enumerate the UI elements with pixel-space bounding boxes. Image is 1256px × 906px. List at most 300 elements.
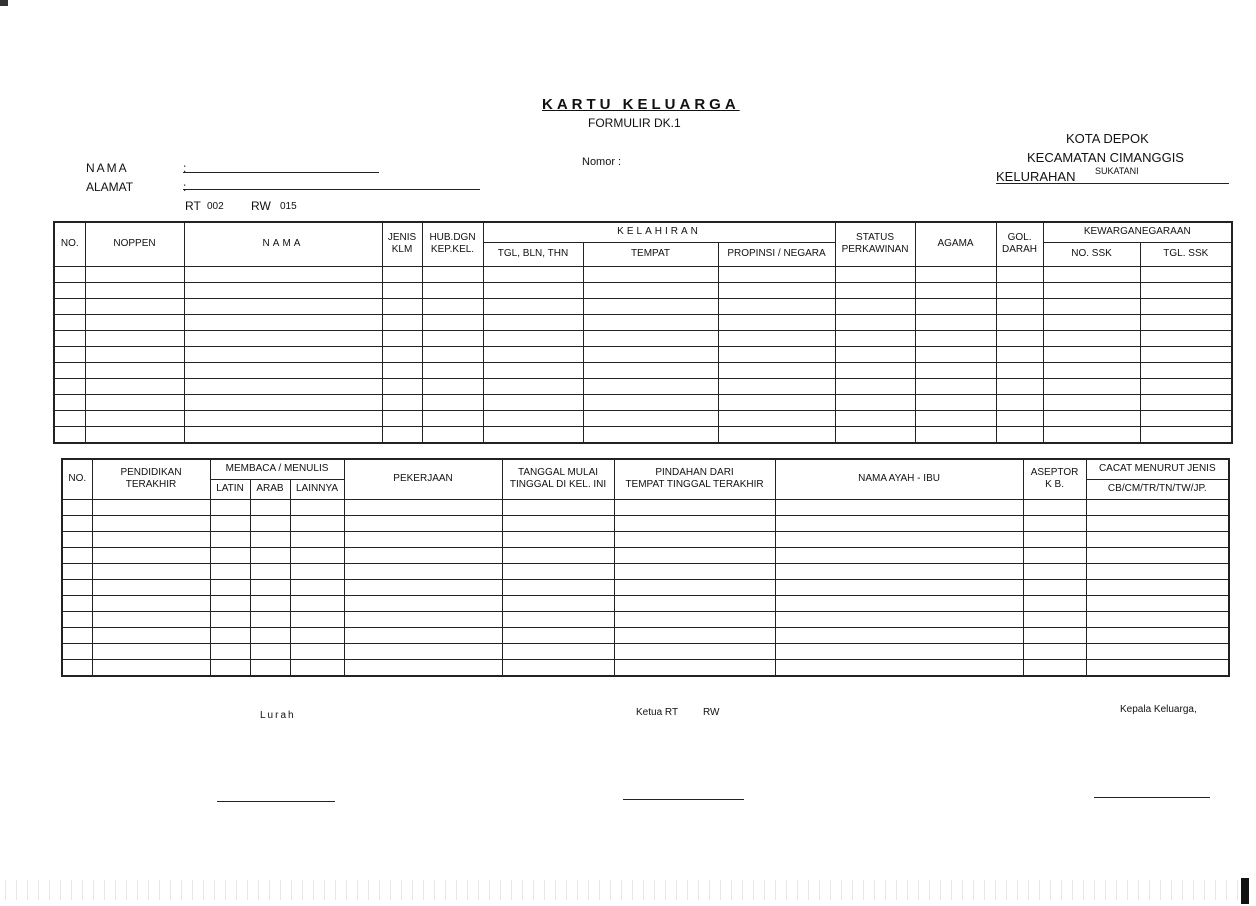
table-cell[interactable] bbox=[1140, 410, 1232, 426]
table-row bbox=[62, 563, 1229, 579]
table-cell[interactable] bbox=[583, 426, 718, 443]
table-cell[interactable] bbox=[1086, 515, 1229, 531]
table-cell[interactable] bbox=[1023, 579, 1086, 595]
table-cell[interactable] bbox=[382, 266, 422, 282]
table-cell[interactable] bbox=[344, 579, 502, 595]
table-row bbox=[54, 346, 1232, 362]
table-cell[interactable] bbox=[483, 314, 583, 330]
table-cell[interactable] bbox=[92, 643, 210, 659]
table-cell[interactable] bbox=[915, 362, 996, 378]
table-cell[interactable] bbox=[210, 499, 250, 515]
table-cell[interactable] bbox=[92, 499, 210, 515]
table-cell[interactable] bbox=[92, 595, 210, 611]
table-cell[interactable] bbox=[915, 266, 996, 282]
table-cell[interactable] bbox=[250, 547, 290, 563]
table-cell[interactable] bbox=[502, 643, 614, 659]
table-cell[interactable] bbox=[344, 643, 502, 659]
table-cell[interactable] bbox=[85, 282, 184, 298]
table-cell[interactable] bbox=[1086, 547, 1229, 563]
table-cell[interactable] bbox=[1023, 643, 1086, 659]
table-cell[interactable] bbox=[1023, 515, 1086, 531]
table-cell[interactable] bbox=[583, 362, 718, 378]
table-cell[interactable] bbox=[92, 627, 210, 643]
table-cell[interactable] bbox=[835, 362, 915, 378]
table-cell[interactable] bbox=[502, 659, 614, 676]
table-cell[interactable] bbox=[483, 394, 583, 410]
table-cell[interactable] bbox=[483, 298, 583, 314]
table-cell[interactable] bbox=[85, 378, 184, 394]
table-cell[interactable] bbox=[775, 547, 1023, 563]
table-cell[interactable] bbox=[54, 426, 85, 443]
table-cell[interactable] bbox=[718, 314, 835, 330]
table-cell[interactable] bbox=[835, 266, 915, 282]
table-cell[interactable] bbox=[210, 531, 250, 547]
table-cell[interactable] bbox=[614, 515, 775, 531]
table-cell[interactable] bbox=[85, 330, 184, 346]
table-cell[interactable] bbox=[54, 410, 85, 426]
table-cell[interactable] bbox=[422, 410, 483, 426]
table-cell[interactable] bbox=[1043, 314, 1140, 330]
table-cell[interactable] bbox=[1140, 378, 1232, 394]
table-row bbox=[54, 298, 1232, 314]
table-cell[interactable] bbox=[483, 282, 583, 298]
table-cell[interactable] bbox=[382, 298, 422, 314]
table-cell[interactable] bbox=[835, 282, 915, 298]
table-cell[interactable] bbox=[996, 378, 1043, 394]
family-members-table bbox=[53, 221, 1233, 444]
table-cell[interactable] bbox=[290, 643, 344, 659]
table-cell[interactable] bbox=[62, 531, 92, 547]
table-cell[interactable] bbox=[54, 394, 85, 410]
table-cell[interactable] bbox=[583, 378, 718, 394]
table-cell[interactable] bbox=[775, 563, 1023, 579]
kelurahan-line bbox=[996, 183, 1229, 184]
col-kewarganegaraan: KEWARGANEGARAAN bbox=[1043, 222, 1232, 242]
table-cell[interactable] bbox=[210, 579, 250, 595]
table-cell[interactable] bbox=[250, 531, 290, 547]
table-cell[interactable] bbox=[382, 282, 422, 298]
table-cell[interactable] bbox=[502, 531, 614, 547]
table-cell[interactable] bbox=[614, 499, 775, 515]
table-cell[interactable] bbox=[62, 547, 92, 563]
table-cell[interactable] bbox=[1023, 563, 1086, 579]
table-cell[interactable] bbox=[422, 282, 483, 298]
table-cell[interactable] bbox=[483, 330, 583, 346]
col2-pindahan bbox=[614, 459, 775, 499]
table-cell[interactable] bbox=[996, 282, 1043, 298]
table-cell[interactable] bbox=[502, 547, 614, 563]
table-cell[interactable] bbox=[184, 394, 382, 410]
table-cell[interactable] bbox=[614, 547, 775, 563]
table-cell[interactable] bbox=[915, 394, 996, 410]
table-cell[interactable] bbox=[915, 314, 996, 330]
table-cell[interactable] bbox=[210, 595, 250, 611]
table-cell[interactable] bbox=[85, 266, 184, 282]
table-cell[interactable] bbox=[1023, 659, 1086, 676]
table-cell[interactable] bbox=[1086, 563, 1229, 579]
table-cell[interactable] bbox=[502, 579, 614, 595]
table-cell[interactable] bbox=[775, 643, 1023, 659]
table-cell[interactable] bbox=[483, 362, 583, 378]
table-cell[interactable] bbox=[1023, 595, 1086, 611]
table-cell[interactable] bbox=[718, 362, 835, 378]
table-cell[interactable] bbox=[915, 346, 996, 362]
table-cell[interactable] bbox=[54, 362, 85, 378]
table-cell[interactable] bbox=[382, 362, 422, 378]
table-cell[interactable] bbox=[54, 266, 85, 282]
table-cell[interactable] bbox=[62, 579, 92, 595]
table-cell[interactable] bbox=[1086, 611, 1229, 627]
table-cell[interactable] bbox=[915, 298, 996, 314]
table-cell[interactable] bbox=[583, 282, 718, 298]
table-cell[interactable] bbox=[62, 659, 92, 676]
table-cell[interactable] bbox=[344, 659, 502, 676]
table-cell[interactable] bbox=[1140, 346, 1232, 362]
table-cell[interactable] bbox=[583, 394, 718, 410]
table-cell[interactable] bbox=[1086, 627, 1229, 643]
table-cell[interactable] bbox=[1043, 362, 1140, 378]
table-cell[interactable] bbox=[92, 611, 210, 627]
table-cell[interactable] bbox=[502, 595, 614, 611]
table-cell[interactable] bbox=[210, 547, 250, 563]
table-cell[interactable] bbox=[1043, 282, 1140, 298]
table-cell[interactable] bbox=[483, 426, 583, 443]
table-cell[interactable] bbox=[1140, 266, 1232, 282]
table-cell[interactable] bbox=[1086, 579, 1229, 595]
table-cell[interactable] bbox=[1140, 394, 1232, 410]
table-cell[interactable] bbox=[775, 531, 1023, 547]
table-cell[interactable] bbox=[483, 410, 583, 426]
table-cell[interactable] bbox=[1086, 595, 1229, 611]
table-cell[interactable] bbox=[583, 298, 718, 314]
table-cell[interactable] bbox=[1140, 426, 1232, 443]
table-cell[interactable] bbox=[915, 426, 996, 443]
table-cell[interactable] bbox=[422, 266, 483, 282]
table-cell[interactable] bbox=[915, 330, 996, 346]
table-cell[interactable] bbox=[483, 266, 583, 282]
table-row bbox=[54, 314, 1232, 330]
table-cell[interactable] bbox=[344, 563, 502, 579]
col-gol-line1: GOL. bbox=[1007, 232, 1032, 244]
table-cell[interactable] bbox=[483, 346, 583, 362]
table-row bbox=[62, 515, 1229, 531]
table-cell[interactable] bbox=[344, 611, 502, 627]
col2-pendidikan bbox=[92, 459, 210, 499]
table-cell[interactable] bbox=[85, 426, 184, 443]
table-row bbox=[62, 643, 1229, 659]
col2-aseptor-line2: K B. bbox=[1045, 479, 1064, 491]
table-cell[interactable] bbox=[54, 282, 85, 298]
table-cell[interactable] bbox=[290, 595, 344, 611]
table-cell[interactable] bbox=[718, 298, 835, 314]
kecamatan-label: KECAMATAN CIMANGGIS bbox=[1027, 150, 1184, 165]
table-cell[interactable] bbox=[290, 659, 344, 676]
table-cell[interactable] bbox=[250, 611, 290, 627]
table-cell[interactable] bbox=[344, 547, 502, 563]
table-cell[interactable] bbox=[382, 394, 422, 410]
table-cell[interactable] bbox=[382, 426, 422, 443]
table-cell[interactable] bbox=[583, 330, 718, 346]
table-cell[interactable] bbox=[290, 499, 344, 515]
table-cell[interactable] bbox=[54, 298, 85, 314]
table-cell[interactable] bbox=[62, 563, 92, 579]
table-cell[interactable] bbox=[583, 346, 718, 362]
col-tgl-lahir: TGL, BLN, THN bbox=[483, 242, 583, 266]
table-cell[interactable] bbox=[502, 611, 614, 627]
table-cell[interactable] bbox=[290, 547, 344, 563]
table-cell[interactable] bbox=[184, 410, 382, 426]
table-cell[interactable] bbox=[1023, 611, 1086, 627]
table-cell[interactable] bbox=[1140, 330, 1232, 346]
col-tempat-lahir: TEMPAT bbox=[583, 242, 718, 266]
member-details-table bbox=[61, 458, 1230, 677]
table-cell[interactable] bbox=[1023, 547, 1086, 563]
table-cell[interactable] bbox=[85, 314, 184, 330]
table-cell[interactable] bbox=[184, 362, 382, 378]
table-cell[interactable] bbox=[1043, 298, 1140, 314]
table-cell[interactable] bbox=[502, 563, 614, 579]
table-cell[interactable] bbox=[210, 643, 250, 659]
kepala-keluarga-signature-line[interactable] bbox=[1094, 797, 1210, 798]
table-cell[interactable] bbox=[718, 410, 835, 426]
table-cell[interactable] bbox=[422, 346, 483, 362]
table-cell[interactable] bbox=[718, 378, 835, 394]
table-cell[interactable] bbox=[92, 547, 210, 563]
table-cell[interactable] bbox=[382, 314, 422, 330]
table-cell[interactable] bbox=[54, 378, 85, 394]
scan-noise-strip bbox=[0, 880, 1240, 900]
table-cell[interactable] bbox=[184, 330, 382, 346]
table-cell[interactable] bbox=[614, 659, 775, 676]
table-cell[interactable] bbox=[583, 410, 718, 426]
table-cell[interactable] bbox=[996, 410, 1043, 426]
table-cell[interactable] bbox=[54, 346, 85, 362]
table-cell[interactable] bbox=[775, 515, 1023, 531]
col2-arab: ARAB bbox=[250, 479, 290, 499]
table-cell[interactable] bbox=[775, 579, 1023, 595]
table-cell[interactable] bbox=[62, 611, 92, 627]
table-cell[interactable] bbox=[1086, 531, 1229, 547]
table-cell[interactable] bbox=[250, 515, 290, 531]
table-cell[interactable] bbox=[344, 595, 502, 611]
table-cell[interactable] bbox=[422, 362, 483, 378]
table-cell[interactable] bbox=[344, 531, 502, 547]
table-cell[interactable] bbox=[85, 346, 184, 362]
table-cell[interactable] bbox=[835, 330, 915, 346]
table-cell[interactable] bbox=[184, 266, 382, 282]
table-cell[interactable] bbox=[92, 563, 210, 579]
table-cell[interactable] bbox=[1043, 394, 1140, 410]
lurah-signature-line[interactable] bbox=[217, 801, 335, 802]
table-cell[interactable] bbox=[344, 515, 502, 531]
table-cell[interactable] bbox=[915, 378, 996, 394]
table-cell[interactable] bbox=[614, 611, 775, 627]
table-cell[interactable] bbox=[92, 659, 210, 676]
table-cell[interactable] bbox=[996, 362, 1043, 378]
table-cell[interactable] bbox=[775, 611, 1023, 627]
kelurahan-value: SUKATANI bbox=[1095, 166, 1139, 176]
table-cell[interactable] bbox=[1086, 659, 1229, 676]
col-hub-line1: HUB.DGN bbox=[429, 232, 476, 244]
table-cell[interactable] bbox=[915, 410, 996, 426]
table-cell[interactable] bbox=[250, 499, 290, 515]
table-cell[interactable] bbox=[422, 298, 483, 314]
table-cell[interactable] bbox=[184, 282, 382, 298]
table-cell[interactable] bbox=[62, 595, 92, 611]
table-cell[interactable] bbox=[210, 659, 250, 676]
table-cell[interactable] bbox=[85, 362, 184, 378]
table-cell[interactable] bbox=[382, 330, 422, 346]
table-cell[interactable] bbox=[614, 531, 775, 547]
table-cell[interactable] bbox=[250, 643, 290, 659]
table-cell[interactable] bbox=[1023, 627, 1086, 643]
table-cell[interactable] bbox=[184, 378, 382, 394]
table-cell[interactable] bbox=[835, 378, 915, 394]
table-cell[interactable] bbox=[775, 659, 1023, 676]
table-cell[interactable] bbox=[184, 426, 382, 443]
table-cell[interactable] bbox=[210, 515, 250, 531]
table-cell[interactable] bbox=[502, 499, 614, 515]
scan-edge-mark bbox=[1241, 878, 1249, 904]
table-cell[interactable] bbox=[250, 595, 290, 611]
table-cell[interactable] bbox=[290, 611, 344, 627]
table-cell[interactable] bbox=[1140, 314, 1232, 330]
table-cell[interactable] bbox=[718, 330, 835, 346]
table-cell[interactable] bbox=[835, 314, 915, 330]
table-cell[interactable] bbox=[344, 627, 502, 643]
table-cell[interactable] bbox=[502, 515, 614, 531]
table-cell[interactable] bbox=[775, 499, 1023, 515]
table-cell[interactable] bbox=[583, 314, 718, 330]
table-row bbox=[54, 266, 1232, 282]
table-cell[interactable] bbox=[1140, 282, 1232, 298]
table-cell[interactable] bbox=[996, 426, 1043, 443]
table-cell[interactable] bbox=[54, 314, 85, 330]
table-cell[interactable] bbox=[718, 282, 835, 298]
col-noppen: NOPPEN bbox=[85, 222, 184, 266]
table-cell[interactable] bbox=[996, 314, 1043, 330]
table-cell[interactable] bbox=[85, 410, 184, 426]
table-cell[interactable] bbox=[250, 579, 290, 595]
table-cell[interactable] bbox=[614, 627, 775, 643]
table-cell[interactable] bbox=[996, 298, 1043, 314]
table-cell[interactable] bbox=[775, 627, 1023, 643]
table-cell[interactable] bbox=[184, 298, 382, 314]
table-row bbox=[54, 282, 1232, 298]
table-cell[interactable] bbox=[422, 426, 483, 443]
table-cell[interactable] bbox=[250, 659, 290, 676]
table-cell[interactable] bbox=[290, 515, 344, 531]
table-cell[interactable] bbox=[290, 627, 344, 643]
col-nama: NAMA bbox=[184, 222, 382, 266]
table-cell[interactable] bbox=[718, 266, 835, 282]
table-cell[interactable] bbox=[502, 627, 614, 643]
table-cell[interactable] bbox=[996, 394, 1043, 410]
table-cell[interactable] bbox=[835, 346, 915, 362]
table-cell[interactable] bbox=[1043, 410, 1140, 426]
table-cell[interactable] bbox=[1086, 499, 1229, 515]
table-cell[interactable] bbox=[1086, 643, 1229, 659]
table-cell[interactable] bbox=[614, 643, 775, 659]
kepala-keluarga-label: Kepala Keluarga, bbox=[1120, 704, 1197, 715]
table-cell[interactable] bbox=[210, 563, 250, 579]
table-row bbox=[62, 611, 1229, 627]
table-cell[interactable] bbox=[1043, 346, 1140, 362]
table-cell[interactable] bbox=[210, 627, 250, 643]
table-cell[interactable] bbox=[1043, 266, 1140, 282]
alamat-field-line[interactable] bbox=[183, 189, 480, 190]
table-cell[interactable] bbox=[775, 595, 1023, 611]
table-cell[interactable] bbox=[382, 410, 422, 426]
table-cell[interactable] bbox=[54, 330, 85, 346]
table-cell[interactable] bbox=[996, 266, 1043, 282]
table-cell[interactable] bbox=[422, 330, 483, 346]
table-cell[interactable] bbox=[290, 531, 344, 547]
table-cell[interactable] bbox=[184, 346, 382, 362]
table-cell[interactable] bbox=[614, 579, 775, 595]
table-cell[interactable] bbox=[422, 314, 483, 330]
table-cell[interactable] bbox=[62, 627, 92, 643]
table-cell[interactable] bbox=[1043, 330, 1140, 346]
table-cell[interactable] bbox=[1023, 499, 1086, 515]
table-cell[interactable] bbox=[614, 563, 775, 579]
rw-signature-label: RW bbox=[703, 707, 720, 718]
table-cell[interactable] bbox=[996, 346, 1043, 362]
table-row bbox=[54, 362, 1232, 378]
table-cell[interactable] bbox=[483, 378, 583, 394]
table-cell[interactable] bbox=[92, 531, 210, 547]
table-cell[interactable] bbox=[718, 394, 835, 410]
col-status-line1: STATUS bbox=[856, 232, 895, 244]
table-cell[interactable] bbox=[1140, 298, 1232, 314]
table-cell[interactable] bbox=[85, 298, 184, 314]
table-cell[interactable] bbox=[290, 579, 344, 595]
table-cell[interactable] bbox=[718, 426, 835, 443]
table-cell[interactable] bbox=[583, 266, 718, 282]
table-cell[interactable] bbox=[835, 298, 915, 314]
table-cell[interactable] bbox=[1043, 426, 1140, 443]
table-cell[interactable] bbox=[1023, 531, 1086, 547]
ketua-rt-signature-line[interactable] bbox=[623, 799, 744, 800]
table-cell[interactable] bbox=[184, 314, 382, 330]
table-cell[interactable] bbox=[835, 394, 915, 410]
table-cell[interactable] bbox=[210, 611, 250, 627]
table-cell[interactable] bbox=[382, 346, 422, 362]
table-cell[interactable] bbox=[62, 499, 92, 515]
nama-field-line[interactable] bbox=[183, 172, 379, 173]
table-cell[interactable] bbox=[382, 378, 422, 394]
table-cell[interactable] bbox=[915, 282, 996, 298]
table-cell[interactable] bbox=[718, 346, 835, 362]
table-cell[interactable] bbox=[422, 378, 483, 394]
table-cell[interactable] bbox=[290, 563, 344, 579]
table-cell[interactable] bbox=[62, 515, 92, 531]
table-cell[interactable] bbox=[92, 579, 210, 595]
table-cell[interactable] bbox=[835, 410, 915, 426]
table-cell[interactable] bbox=[422, 394, 483, 410]
table-cell[interactable] bbox=[250, 627, 290, 643]
table-cell[interactable] bbox=[62, 643, 92, 659]
table-cell[interactable] bbox=[835, 426, 915, 443]
table-cell[interactable] bbox=[92, 515, 210, 531]
table-cell[interactable] bbox=[1043, 378, 1140, 394]
table-cell[interactable] bbox=[1140, 362, 1232, 378]
table-cell[interactable] bbox=[614, 595, 775, 611]
table-cell[interactable] bbox=[250, 563, 290, 579]
table-cell[interactable] bbox=[996, 330, 1043, 346]
table-cell[interactable] bbox=[344, 499, 502, 515]
table-cell[interactable] bbox=[85, 394, 184, 410]
